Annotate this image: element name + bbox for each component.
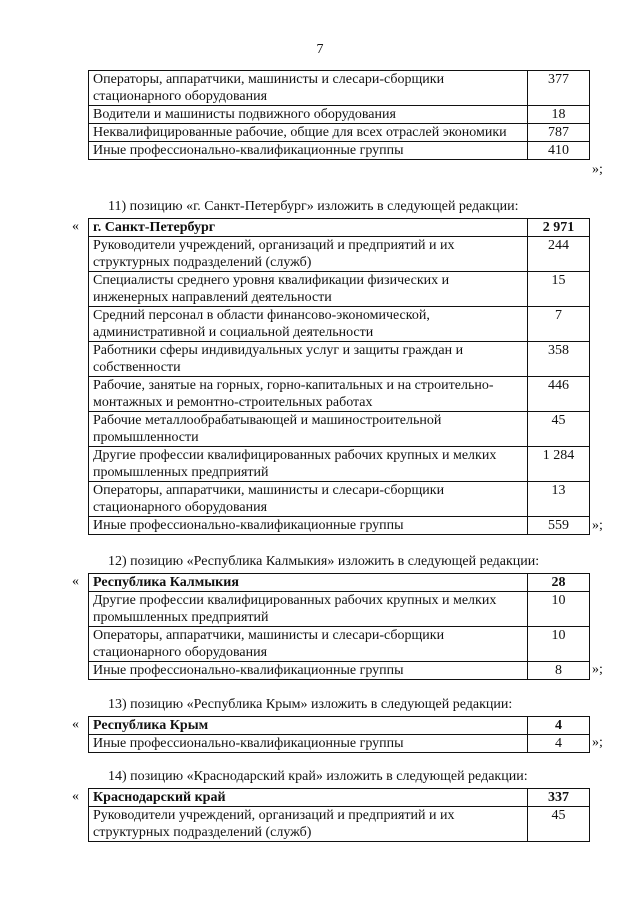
instruction-text: 11) позицию «г. Санкт-Петербург» изложить в следующей редакции: [108,199,519,214]
row-value: 358 [528,342,590,377]
table-row [89,106,590,124]
row-label: Неквалифицированные рабочие, общие для всех отраслей экономики [89,124,528,142]
row-label: Средний персонал в области финансово-экономической, административной и социальной деятельности [89,307,528,342]
row-value: 15 [528,272,590,307]
row-label: Операторы, аппаратчики, машинисты и слесари-сборщики стационарного оборудования [89,71,528,106]
row-value: 559 [528,517,590,535]
row-value: 8 [528,662,590,680]
row-value: 13 [528,482,590,517]
table-row [89,447,590,482]
row-label: Операторы, аппаратчики, машинисты и слесари-сборщики стационарного оборудования [89,627,528,662]
row-value: 377 [528,71,590,106]
opening-quote: « [72,219,79,234]
row-label: Специалисты среднего уровня квалификации физических и инженерных направлений деятельности [89,272,528,307]
table-row [89,307,590,342]
closing-quote: »; [592,662,603,677]
region-total: 2 971 [528,219,590,237]
row-label: Другие профессии квалифицированных рабочих крупных и мелких промышленных предприятий [89,592,528,627]
table-kalmykia [88,573,590,680]
table-row [89,592,590,627]
table-row [89,342,590,377]
table-header-row [89,789,590,807]
region-name: Республика Крым [89,717,528,735]
row-value: 410 [528,142,590,160]
row-label: Работники сферы индивидуальных услуг и защиты граждан и собственности [89,342,528,377]
row-value: 4 [528,735,590,753]
row-value: 10 [528,627,590,662]
row-label: Иные профессионально-квалификационные группы [89,517,528,535]
table-row [89,662,590,680]
opening-quote: « [72,789,79,804]
row-label: Рабочие металлообрабатывающей и машиностроительной промышленности [89,412,528,447]
row-value: 45 [528,807,590,842]
row-value: 10 [528,592,590,627]
region-total: 337 [528,789,590,807]
table-row [89,272,590,307]
row-label: Руководители учреждений, организаций и предприятий и их структурных подразделений (служб) [89,237,528,272]
table-row [89,142,590,160]
row-value: 244 [528,237,590,272]
table-row [89,482,590,517]
table-row [89,735,590,753]
row-value: 787 [528,124,590,142]
opening-quote: « [72,717,79,732]
table-row [89,237,590,272]
region-total: 28 [528,574,590,592]
table-row [89,412,590,447]
row-label: Операторы, аппаратчики, машинисты и слесари-сборщики стационарного оборудования [89,482,528,517]
row-label: Иные профессионально-квалификационные группы [89,662,528,680]
row-label: Руководители учреждений, организаций и предприятий и их структурных подразделений (служб) [89,807,528,842]
table-header-row [89,574,590,592]
opening-quote: « [72,574,79,589]
instruction-text: 14) позицию «Краснодарский край» изложить в следующей редакции: [108,769,528,784]
region-name: Республика Калмыкия [89,574,528,592]
region-name: Краснодарский край [89,789,528,807]
instruction-text: 13) позицию «Республика Крым» изложить в следующей редакции: [108,697,513,712]
table-row [89,377,590,412]
row-value: 446 [528,377,590,412]
instruction-text: 12) позицию «Республика Калмыкия» изложить в следующей редакции: [108,554,540,569]
closing-quote: »; [592,518,603,533]
row-value: 45 [528,412,590,447]
table-row [89,71,590,106]
row-label: Иные профессионально-квалификационные группы [89,142,528,160]
region-total: 4 [528,717,590,735]
closing-quote: »; [592,735,603,750]
row-label: Водители и машинисты подвижного оборудования [89,106,528,124]
row-value: 18 [528,106,590,124]
table-header-row [89,219,590,237]
page-number: 7 [316,42,324,57]
row-label: Иные профессионально-квалификационные группы [89,735,528,753]
row-label: Другие профессии квалифицированных рабочих крупных и мелких промышленных предприятий [89,447,528,482]
table-crimea [88,716,590,753]
table-continuation [88,70,590,160]
table-row [89,124,590,142]
row-value: 7 [528,307,590,342]
table-header-row [89,717,590,735]
region-name: г. Санкт-Петербург [89,219,528,237]
row-label: Рабочие, занятые на горных, горно-капитальных и на строительно-монтажных и ремонтно-строительных работах [89,377,528,412]
table-row [89,807,590,842]
table-krasnodar [88,788,590,842]
closing-quote: »; [592,162,603,177]
row-value: 1 284 [528,447,590,482]
table-row [89,517,590,535]
table-saint-petersburg [88,218,590,535]
table-row [89,627,590,662]
